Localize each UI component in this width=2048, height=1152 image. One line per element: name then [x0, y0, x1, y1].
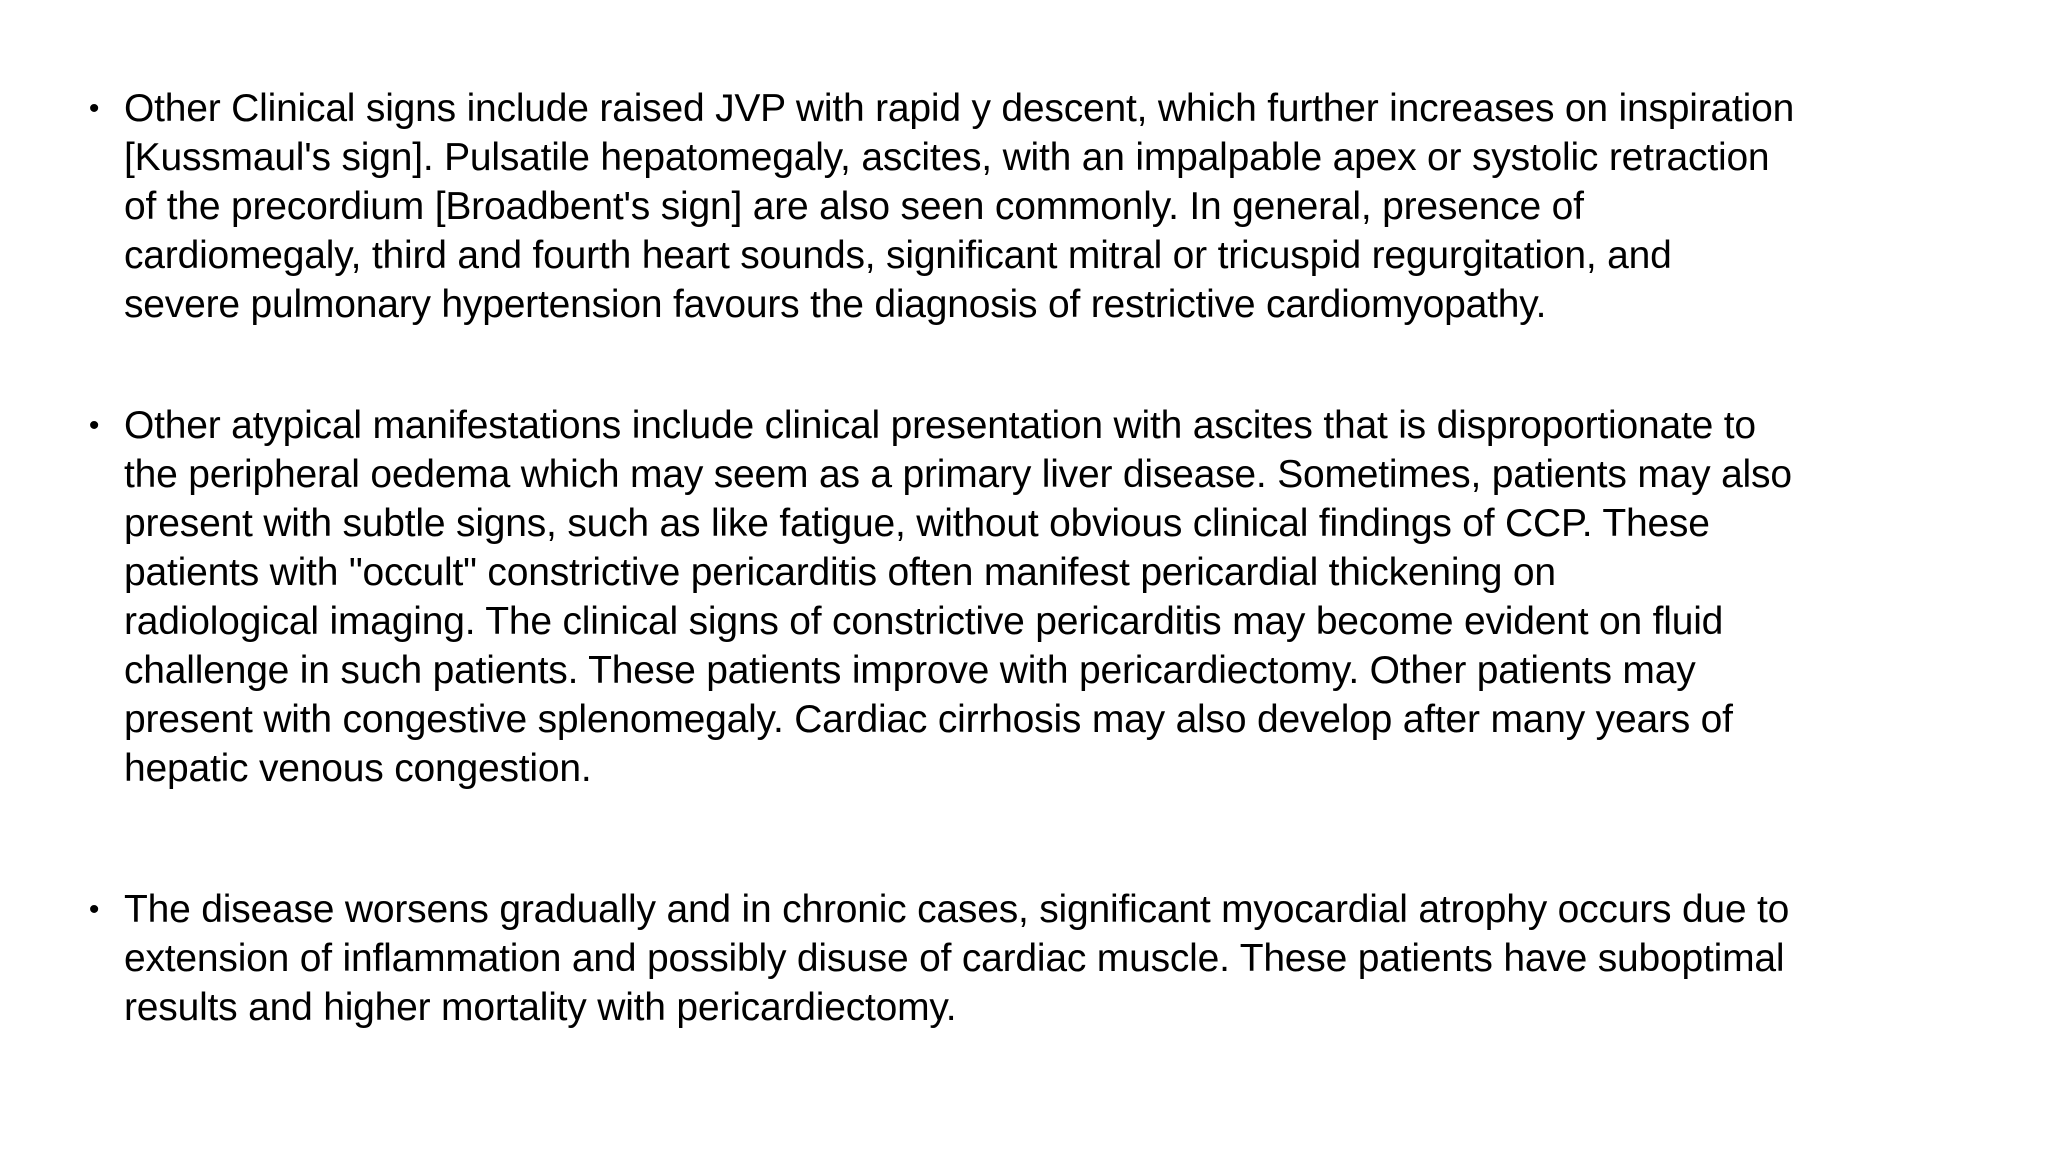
bullet-point-icon: • — [88, 893, 100, 926]
bullet-text-line: radiological imaging. The clinical signs of constrictive pericarditis may become evident on fluid — [124, 600, 1724, 643]
bullet-text-line: of the precordium [Broadbent's sign] are also seen commonly. In general, presence of — [124, 185, 1584, 228]
bullet-point-icon: • — [88, 409, 100, 442]
bullet-text-line: Other atypical manifestations include clinical presentation with ascites that is disproportionate to — [124, 404, 1756, 447]
bullet-text-line: severe pulmonary hypertension favours the diagnosis of restrictive cardiomyopathy. — [124, 283, 1547, 326]
bullet-text-line: challenge in such patients. These patients improve with pericardiectomy. Other patients may — [124, 649, 1696, 692]
bullet-point-icon: • — [88, 92, 100, 125]
bullet-text-line: hepatic venous congestion. — [124, 747, 592, 790]
bullet-text-line: The disease worsens gradually and in chronic cases, significant myocardial atrophy occurs due to — [124, 888, 1790, 931]
bullet-text-line: Other Clinical signs include raised JVP with rapid y descent, which further increases on inspiration — [124, 87, 1795, 130]
bullet-text-line: extension of inflammation and possibly disuse of cardiac muscle. These patients have suboptimal — [124, 937, 1785, 980]
bullet-text-line: present with congestive splenomegaly. Cardiac cirrhosis may also develop after many years of — [124, 698, 1733, 741]
bullet-text-line: patients with "occult" constrictive pericarditis often manifest pericardial thickening on — [124, 551, 1556, 594]
bullet-text-line: present with subtle signs, such as like fatigue, without obvious clinical findings of CCP. These — [124, 502, 1710, 545]
bullet-atypical-manifestations — [88, 401, 1954, 793]
bullet-text-line: cardiomegaly, third and fourth heart sounds, significant mitral or tricuspid regurgitation, and — [124, 234, 1672, 277]
bullet-clinical-signs — [88, 84, 1954, 329]
bullet-text-line: [Kussmaul's sign]. Pulsatile hepatomegaly, ascites, with an impalpable apex or systolic retraction — [124, 136, 1770, 179]
bullet-text-line: results and higher mortality with pericardiectomy. — [124, 986, 957, 1029]
bullet-disease-progression — [88, 885, 1954, 1032]
bullet-text-line: the peripheral oedema which may seem as a primary liver disease. Sometimes, patients may also — [124, 453, 1792, 496]
